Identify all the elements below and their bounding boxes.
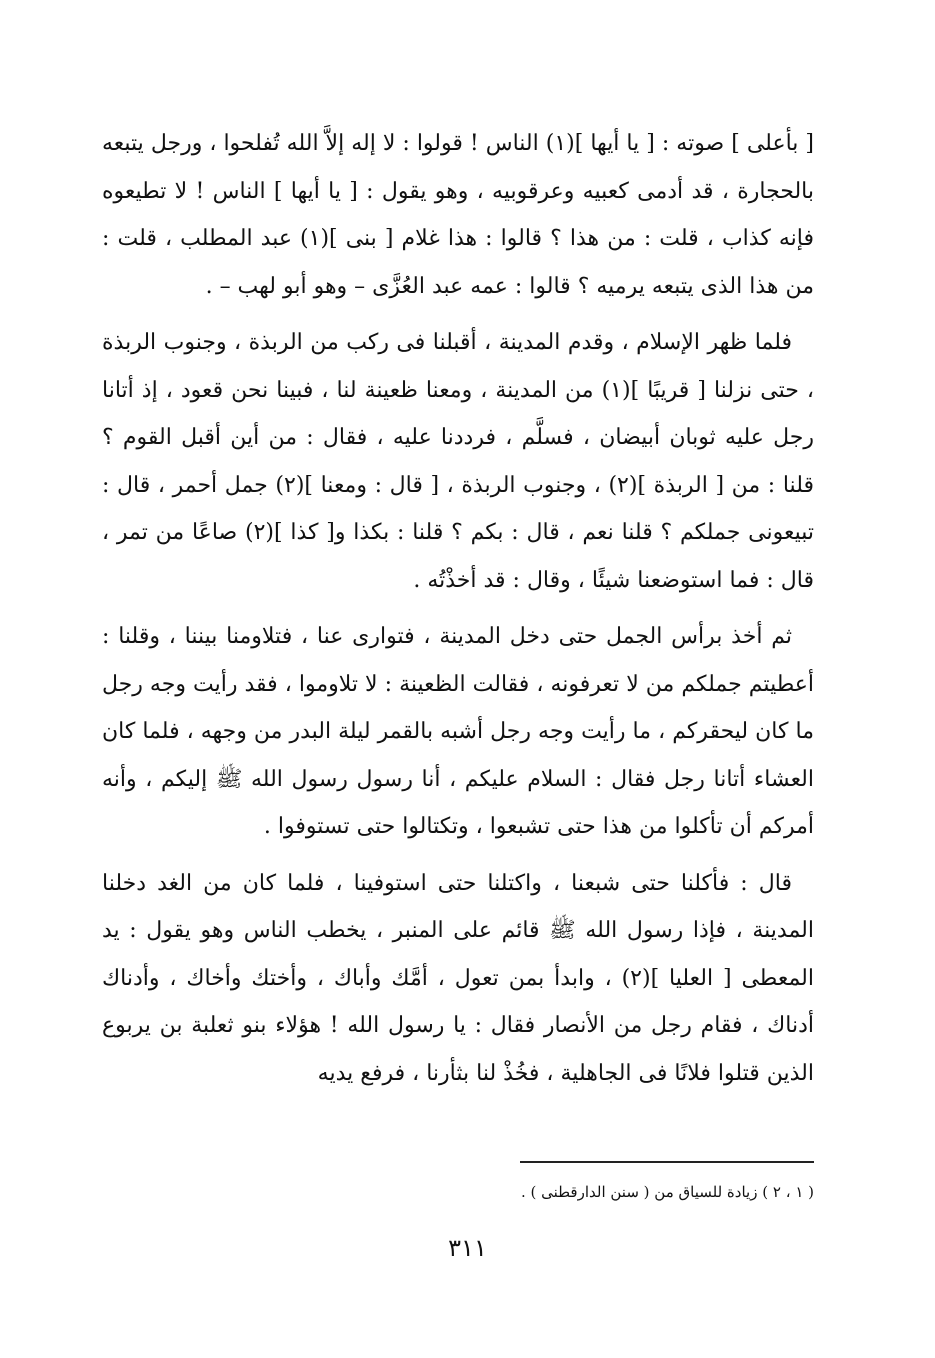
main-text bbox=[102, 120, 814, 1106]
paragraph-1: [ بأعلى ] صوته : [ يا أيها ](١) الناس ! قولوا : لا إله إلاَّ الله تُفلحوا ، ورجل يتبعه بالحجارة ، قد أدمى كعبيه وعرقوبيه ، وهو يقول : [ يا أيها ] الناس ! لا تطيعوه فإنه كذاب ، قلت : من هذا ؟ قالوا : هذا غلام [ بنى ](١) عبد المطلب ، قلت : من هذا الذى يتبعه يرميه ؟ قالوا : عمه عبد العُزَّى – وهو أبو لهب – . bbox=[102, 131, 814, 299]
page-number: ٣١١ bbox=[448, 1234, 487, 1262]
paragraph-4: قال : فأكلنا حتى شبعنا ، واكتلنا حتى استوفينا ، فلما كان من الغد دخلنا المدينة ، فإذا رسول الله ﷺ قائم على المنبر ، يخطب الناس وهو يقول : يد المعطى [ العليا ](٢) ، وابدأ بمن تعول ، أمَّك وأباك ، وأختك وأخاك ، وأدناك أدناك ، فقام رجل من الأنصار فقال : يا رسول الله ! هؤلاء بنو ثعلبة بن يربوع الذين قتلوا فلانًا فى الجاهلية ، فخُذْ لنا بثأرنا ، فرفع يديه bbox=[102, 870, 814, 1086]
footnote: ( ١ ، ٢ ) زيادة للسياق من ( سنن الدارقطنى ) . bbox=[520, 1183, 814, 1201]
paragraph-2: فلما ظهر الإسلام ، وقدم المدينة ، أقبلنا فى ركب من الربذة ، وجنوب الربذة ، حتى نزلنا [ قريبًا ](١) من المدينة ، ومعنا ظعينة لنا ، فبينا نحن قعود ، إذ أتانا رجل عليه ثوبان أبيضان ، فسلَّم ، فرددنا عليه ، فقال : من أين أقبل القوم ؟ قلنا : من [ الربذة ](٢) ، وجنوب الربذة ، [ قال : ومعنا ](٢) جمل أحمر ، قال : تبيعونى جملكم ؟ قلنا نعم ، قال : بكم ؟ قلنا : بكذا و[ كذا ](٢) صاعًا من تمر ، قال : فما استوضعنا شيئًا ، وقال : قد أخذْتُه . bbox=[102, 330, 814, 593]
paragraph-3: ثم أخذ برأس الجمل حتى دخل المدينة ، فتوارى عنا ، فتلاومنا بيننا ، وقلنا : أعطيتم جملكم من لا تعرفونه ، فقالت الظعينة : لا تلاوموا ، فقد رأيت وجه رجل ما كان ليحقركم ، ما رأيت وجه رجل أشبه بالقمر ليلة البدر من وجهه ، فلما كان العشاء أتانا رجل فقال : السلام عليكم ، أنا رسول رسول الله ﷺ إليكم ، وأنه أمركم أن تأكلوا من هذا حتى تشبعوا ، وتكتالوا حتى تستوفوا . bbox=[102, 624, 814, 839]
footnote-divider bbox=[520, 1161, 814, 1163]
